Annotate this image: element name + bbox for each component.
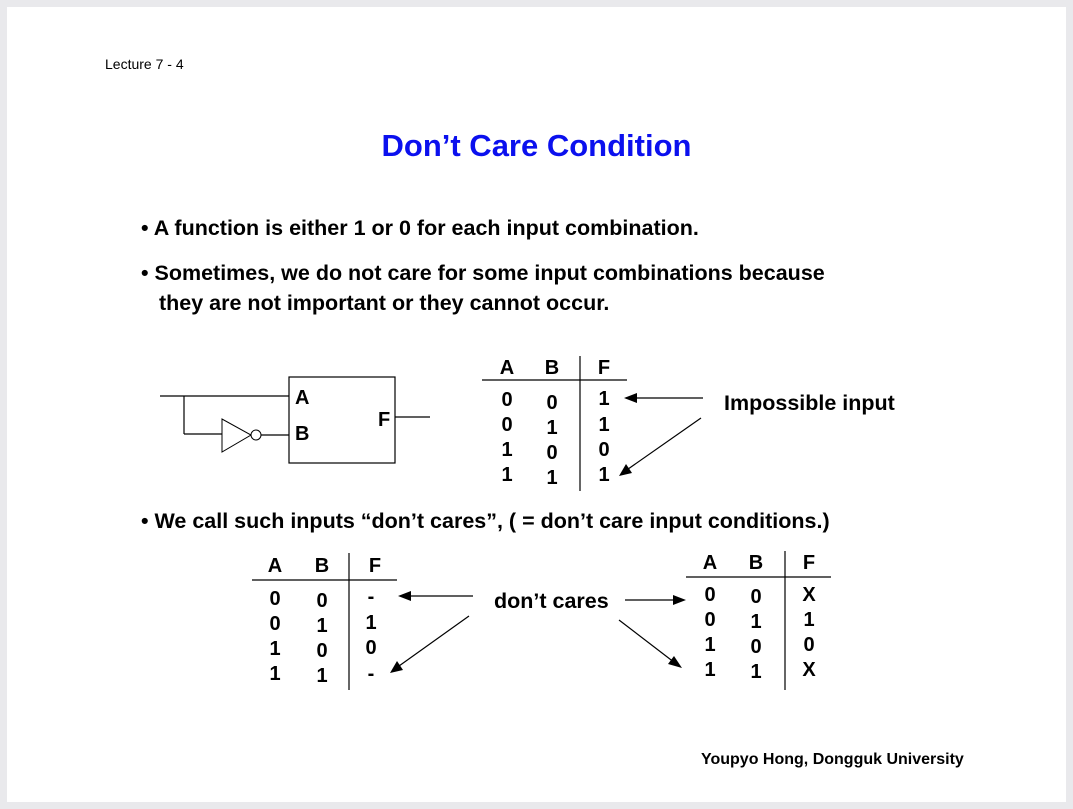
table-cell: 0	[501, 414, 513, 436]
table-cell: 1	[316, 665, 328, 687]
table-cell: -	[367, 663, 375, 685]
table-cell: 0	[750, 636, 762, 658]
table-cell: 0	[546, 442, 558, 464]
table-cell: 1	[546, 417, 558, 439]
table-cell: -	[367, 586, 375, 608]
table-cell: 0	[750, 586, 762, 608]
table-cell: 0	[316, 640, 328, 662]
table-cell: 0	[803, 634, 815, 656]
table-cell: 0	[704, 584, 716, 606]
tt-header-b: B	[544, 357, 560, 379]
table-cell: 0	[316, 590, 328, 612]
dcl-header-a: A	[267, 555, 283, 577]
table-cell: 1	[750, 661, 762, 683]
page-title: Don’t Care Condition	[381, 128, 692, 163]
table-cell: 1	[501, 464, 513, 486]
arrow-dc-right-1-head	[673, 595, 686, 605]
table-cell: 1	[269, 638, 281, 660]
arrow-dc-right-2-head	[668, 656, 682, 668]
arrow-impossible-2	[621, 418, 701, 474]
table-cell: 1	[598, 414, 610, 436]
dcr-header-f: F	[802, 552, 816, 574]
footer-author: Youpyo Hong, Dongguk University	[701, 751, 964, 768]
tt-header-f: F	[597, 357, 611, 379]
circuit-label-a: A	[295, 387, 310, 409]
dcr-header-a: A	[702, 552, 718, 574]
table-cell: 1	[316, 615, 328, 637]
inverter-triangle	[222, 419, 251, 452]
table-cell: 0	[501, 389, 513, 411]
diagram-lines	[7, 7, 1066, 802]
table-cell: 0	[704, 609, 716, 631]
circuit-label-f: F	[378, 409, 391, 431]
circuit-label-b: B	[295, 423, 310, 445]
table-cell: 1	[365, 612, 377, 634]
tt-header-a: A	[499, 357, 515, 379]
dcl-header-f: F	[368, 555, 382, 577]
bullet-function-values: • A function is either 1 or 0 for each input combination.	[141, 216, 699, 240]
lecture-number: Lecture 7 - 4	[105, 56, 184, 72]
table-cell: 1	[598, 388, 610, 410]
bullet-dont-cares: • We call such inputs “don’t cares”, ( = don’t care input conditions.)	[141, 509, 830, 533]
table-cell: X	[802, 584, 816, 606]
table-cell: X	[802, 659, 816, 681]
table-cell: 1	[269, 663, 281, 685]
bullet-sometimes-line1: • Sometimes, we do not care for some input combinations because	[141, 261, 825, 285]
dcl-header-b: B	[314, 555, 330, 577]
table-cell: 0	[598, 439, 610, 461]
table-cell: 0	[269, 613, 281, 635]
bullet-sometimes-line2: they are not important or they cannot occur.	[159, 291, 610, 315]
arrow-dc-left-2	[392, 616, 469, 671]
arrow-impossible-2-head	[619, 464, 632, 476]
table-cell: 0	[365, 637, 377, 659]
inverter-bubble	[251, 430, 261, 440]
dcr-header-b: B	[748, 552, 764, 574]
arrow-dc-left-2-head	[390, 661, 403, 673]
table-cell: 1	[546, 467, 558, 489]
table-cell: 1	[704, 634, 716, 656]
table-cell: 1	[750, 611, 762, 633]
table-cell: 1	[704, 659, 716, 681]
arrow-dc-left-1-head	[398, 591, 411, 601]
table-cell: 1	[803, 609, 815, 631]
table-cell: 1	[598, 464, 610, 486]
slide	[7, 7, 1066, 802]
table-cell: 0	[546, 392, 558, 414]
arrow-dc-right-2	[619, 620, 679, 666]
impossible-input-label: Impossible input	[724, 391, 895, 415]
table-cell: 0	[269, 588, 281, 610]
dont-cares-label: don’t cares	[494, 589, 609, 613]
table-cell: 1	[501, 439, 513, 461]
arrow-impossible-1-head	[624, 393, 637, 403]
